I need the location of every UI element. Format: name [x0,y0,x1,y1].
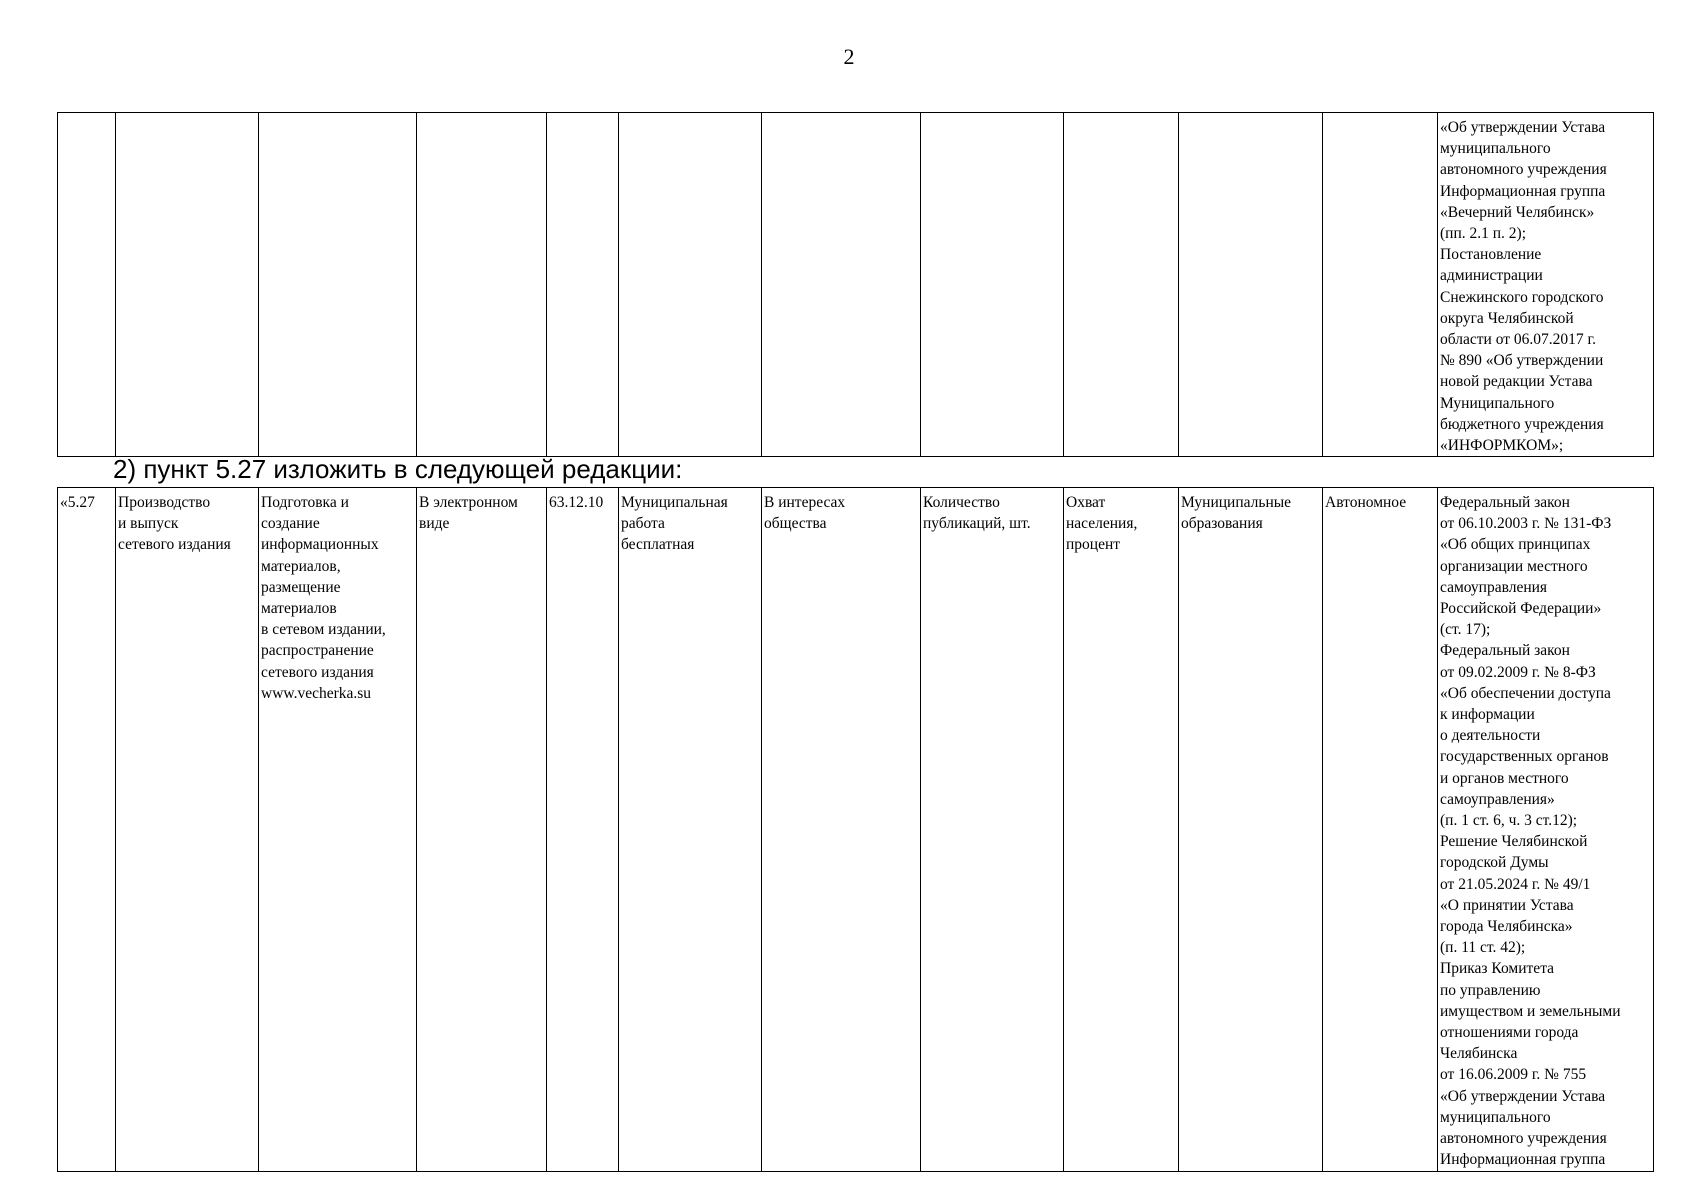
table-top [57,112,1654,457]
table-cell [1179,113,1323,457]
table-cell [921,113,1064,457]
table-cell [58,113,116,457]
item-number-cell: «5.27 [58,488,116,1172]
table-cell [1064,113,1179,457]
service-name-cell: Производство и выпуск сетевого издания [116,488,259,1172]
consumers-cell: В интересах общества [762,488,921,1172]
table-cell [762,113,921,457]
amendment-instruction: 2) пункт 5.27 изложить в следующей редакции: [113,454,683,484]
table-cell [116,113,259,457]
table-cell [547,113,619,457]
form-cell: В электронном виде [417,488,547,1172]
territory-cell: Муниципальные образования [1179,488,1323,1172]
type-cell: Муниципальная работа бесплатная [619,488,762,1172]
legal-basis-cell: Федеральный закон от 06.10.2003 г. № 131-ФЗ «Об общих принципах организации местного самоуправления Российской Федерации» (ст. 17); Федеральный закон от 09.02.2009 г. № 8-ФЗ «Об обеспечении доступа к информации о деятельности государственных органов и органов местного самоуправления» (п. 1 ст. 6, ч. 3 ст.12); Решение Челябинской городской Думы от 21.05.2024 г. № 49/1 «О принятии Устава города Челябинска» (п. 11 ст. 42); Приказ Комитета по управлению имуществом и земельными отношениями города Челябинска от 16.06.2009 г. № 755 «Об утверждении Устава муниципального автономного учреждения Информационная группа [1438,488,1654,1172]
okved-code-cell: 63.12.10 [547,488,619,1172]
table-cell [619,113,762,457]
table-row [58,488,1654,1172]
table-cell [417,113,547,457]
page-number: 2 [843,44,855,69]
table-row [58,113,1654,457]
institution-type-cell: Автономное [1323,488,1438,1172]
legal-basis-cell: «Об утверждении Устава муниципального автономного учреждения Информационная группа «Вечерний Челябинск» (пп. 2.1 п. 2); Постановление администрации Снежинского городского округа Челябинской области от 06.07.2017 г. № 890 «Об утверждении новой редакции Устава Муниципального бюджетного учреждения «ИНФОРМКОМ»; [1438,113,1654,457]
table-bottom [57,487,1654,1172]
content-cell: Подготовка и создание информационных материалов, размещение материалов в сетевом издании, распространение сетевого издания www.vecherka.su [259,488,417,1172]
quality-indicator-cell: Охват населения, процент [1064,488,1179,1172]
table-cell [259,113,417,457]
volume-indicator-cell: Количество публикаций, шт. [921,488,1064,1172]
table-cell [1323,113,1438,457]
